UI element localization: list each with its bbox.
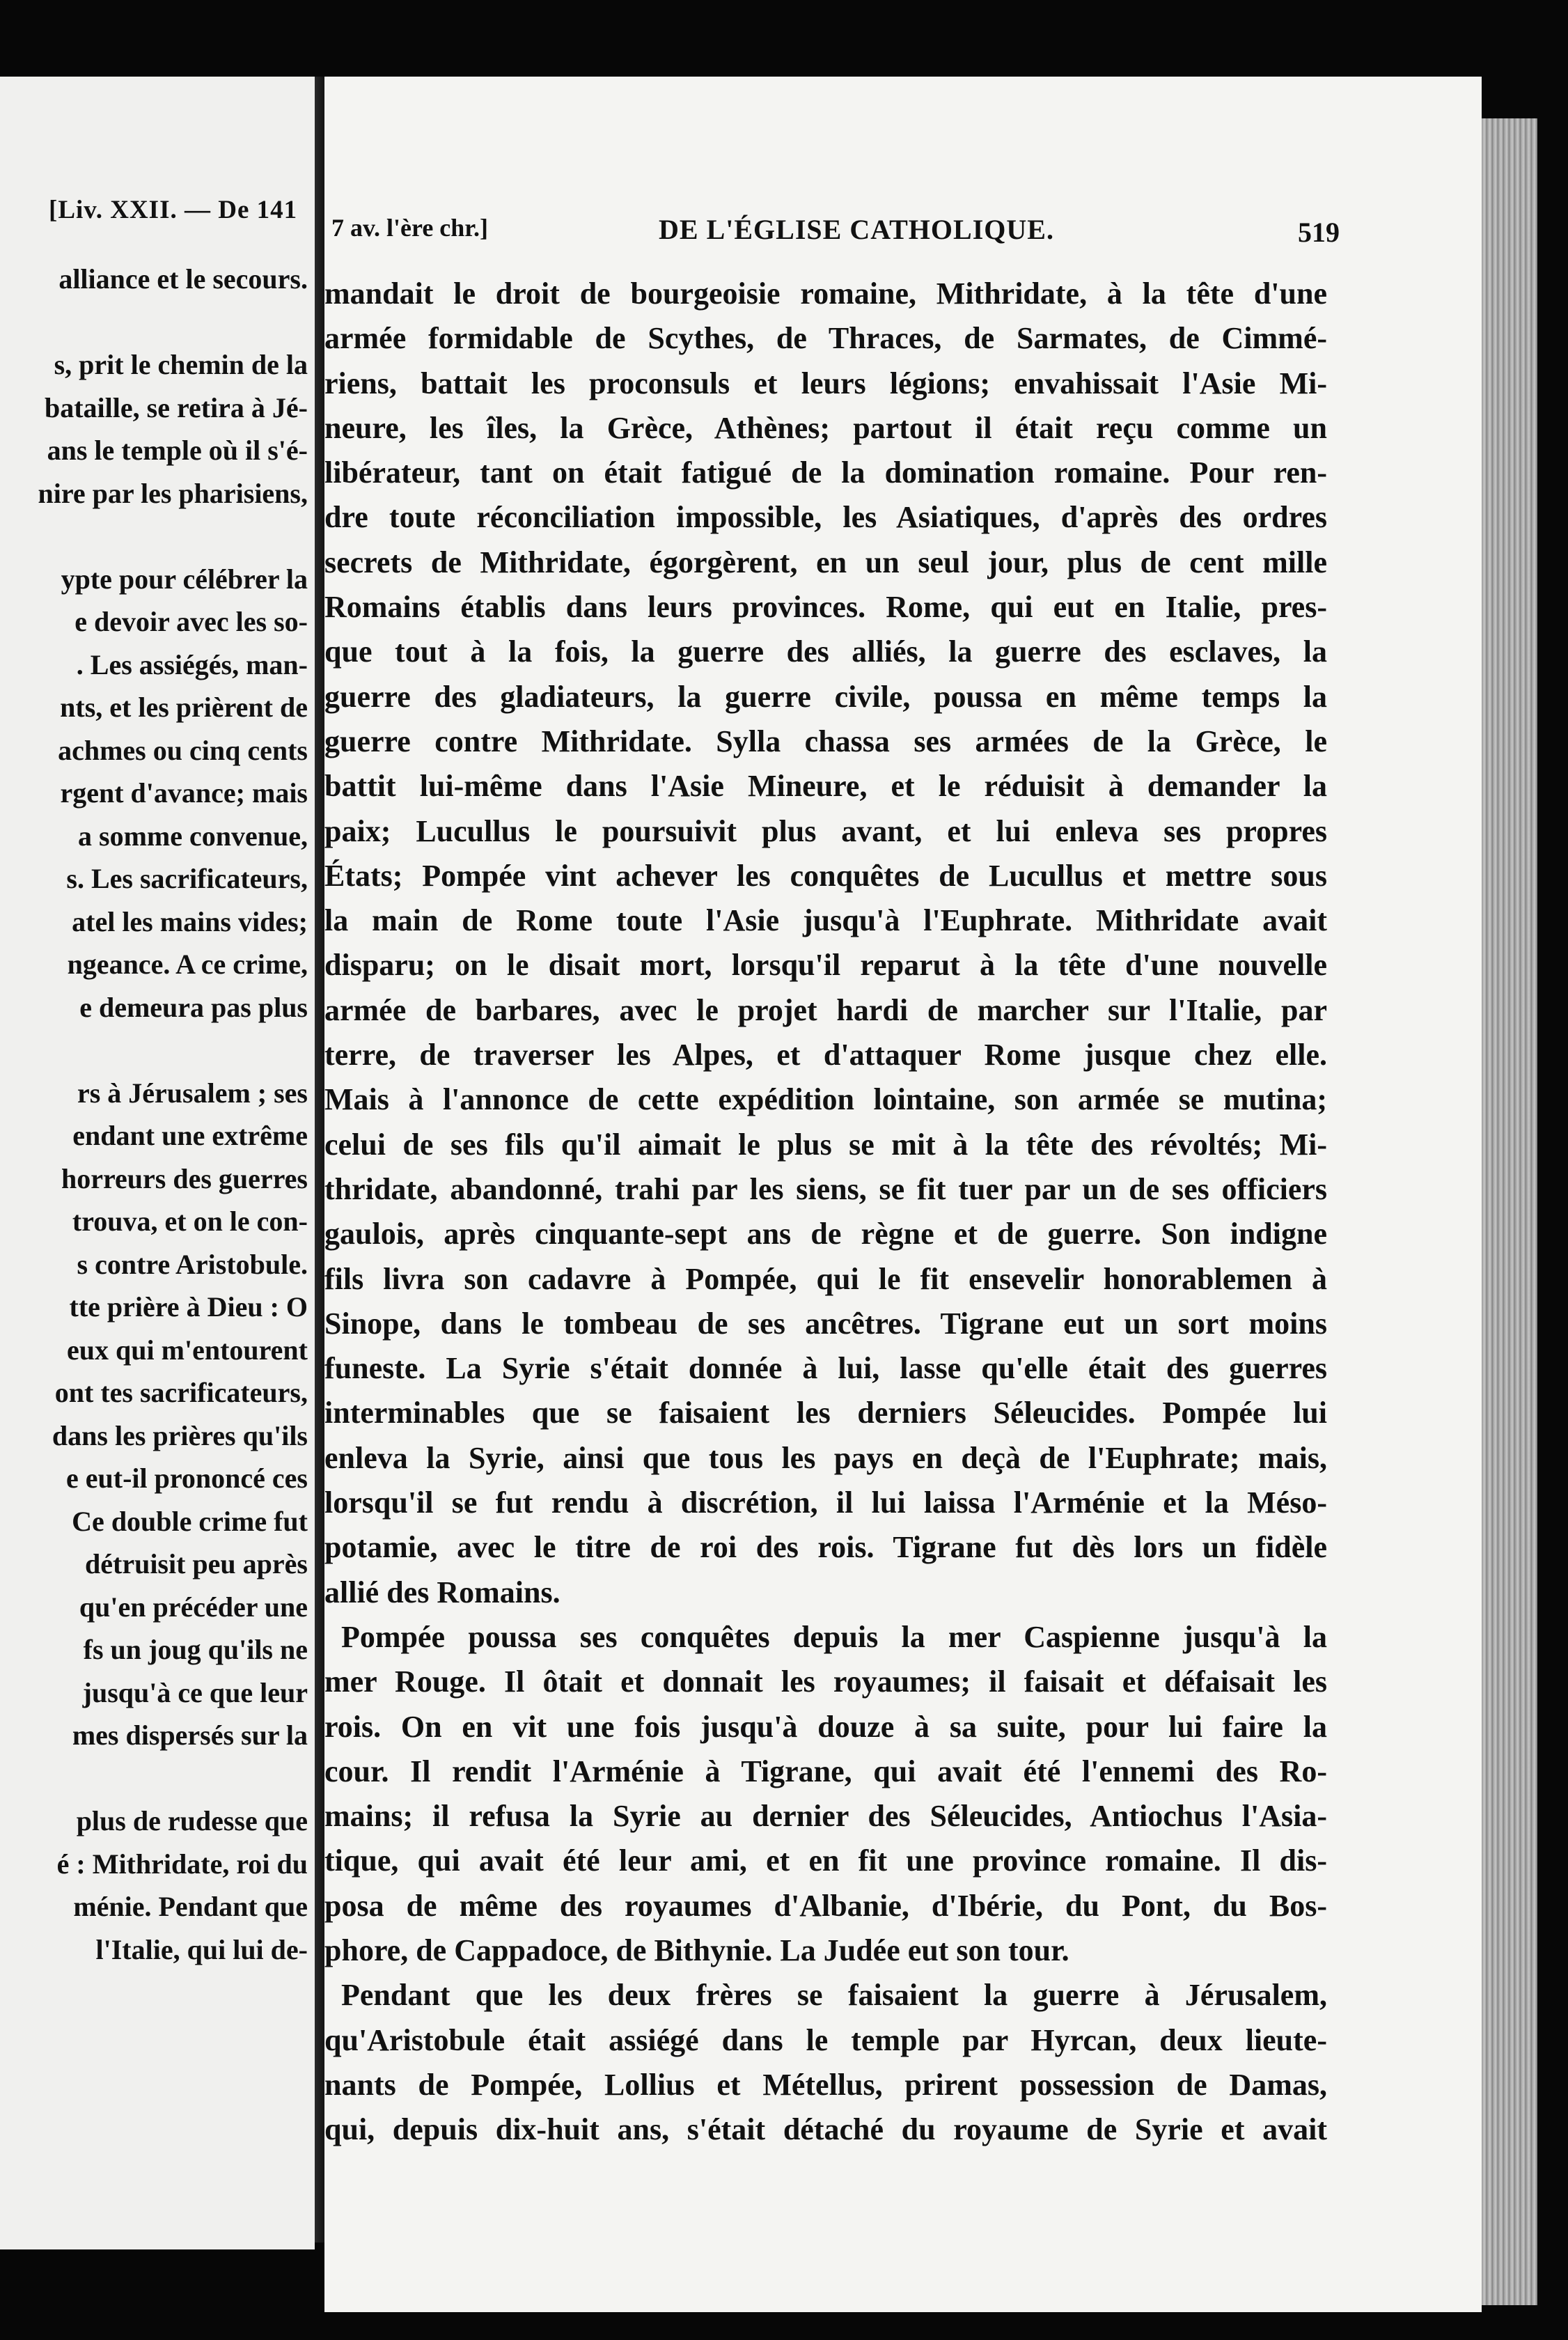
left-page-line: ont tes sacrificateurs, [54,1377,308,1408]
left-page-line [0,515,315,558]
text-line: la main de Rome toute l'Asie jusqu'à l'Euphrate. Mithridate avait [324,903,1327,938]
paragraph [324,1973,1327,2152]
text-line: Pendant que les deux frères se faisaient la guerre à Jérusalem, [341,1978,1327,2013]
text-line: paix; Lucullus le poursuivit plus avant, et lui enleva ses propres [324,813,1327,848]
left-page [0,77,315,2249]
text-line: neure, les îles, la Grèce, Athènes; partout il était reçu comme un [324,410,1327,445]
paragraph [324,272,1327,1615]
text-line: nants de Pompée, Lollius et Métellus, prirent possession de Damas, [324,2067,1327,2102]
left-page-line: mes dispersés sur la [72,1719,308,1751]
text-line: qui, depuis dix-huit ans, s'était détaché du royaume de Syrie et avait [324,2112,1327,2147]
text-line: Romains établis dans leurs provinces. Rome, qui eut en Italie, pres- [324,590,1327,625]
left-page-line: s, prit le chemin de la [54,349,308,380]
left-page-line: ménie. Pendant que [73,1891,308,1922]
left-page-line: rs à Jérusalem ; ses [77,1077,308,1109]
text-line: dre toute réconciliation impossible, les Asiatiques, d'après des ordres [324,500,1327,535]
left-page-line: é : Mithridate, roi du [56,1848,308,1880]
left-page-line: dans les prières qu'ils [52,1419,308,1451]
page-number: 519 [1298,217,1340,248]
text-line: mer Rouge. Il ôtait et donnait les royaumes; il faisait et défaisait les [324,1664,1327,1699]
paragraph [324,1615,1327,1973]
text-line: thridate, abandonné, trahi par les siens, se fit tuer par un de ses officiers [324,1171,1327,1206]
text-line: guerre des gladiateurs, la guerre civile, poussa en même temps la [324,679,1327,714]
left-page-line: qu'en précéder une [79,1591,308,1623]
left-page-line [0,1029,315,1072]
left-page-line: . Les assiégés, man- [76,648,308,680]
header-date-range: 7 av. l'ère chr.] [331,214,488,242]
text-line: riens, battait les proconsuls et leurs légions; envahissait l'Asie Mi- [324,366,1327,400]
text-line: que tout à la fois, la guerre des alliés, la guerre des esclaves, la [324,634,1327,669]
left-page-header: [Liv. XXII. — De 141 [49,196,298,224]
left-page-line: s contre Aristobule. [77,1248,308,1280]
text-line: allié des Romains. [324,1575,560,1609]
left-page-line: endant une extrême [72,1120,308,1151]
text-line: Mais à l'annonce de cette expédition lointaine, son armée se mutina; [324,1082,1327,1117]
left-page-line: détruisit peu après [85,1548,308,1580]
text-line: posa de même des royaumes d'Albanie, d'Ibérie, du Pont, du Bos- [324,1888,1327,1923]
left-page-line: e eut-il prononcé ces [66,1462,308,1494]
text-line: celui de ses fils qu'il aimait le plus se mit à la tête des révoltés; Mi- [324,1127,1327,1162]
text-line: secrets de Mithridate, égorgèrent, en un seul jour, plus de cent mille [324,545,1327,579]
text-line: enleva la Syrie, ainsi que tous les pays en deçà de l'Euphrate; mais, [324,1440,1327,1475]
left-page-line: alliance et le secours. [58,263,308,295]
text-line: tique, qui avait été leur ami, et en fit une province romaine. Il dis- [324,1843,1327,1878]
left-page-line: Ce double crime fut [72,1505,308,1537]
left-page-line: e demeura pas plus [79,991,308,1023]
text-line: États; Pompée vint achever les conquêtes de Lucullus et mettre sous [324,858,1327,893]
left-page-line: ngeance. A ce crime, [67,949,308,980]
text-line: potamie, avec le titre de roi des rois. Tigrane fut dès lors un fidèle [324,1530,1327,1565]
left-page-line: l'Italie, qui lui de- [95,1933,308,1965]
text-line: disparu; on le disait mort, lorsqu'il reparut à la tête d'une nouvelle [324,948,1327,983]
left-page-line: tte prière à Dieu : O [69,1291,308,1323]
text-line: funeste. La Syrie s'était donnée à lui, lasse qu'elle était des guerres [324,1351,1327,1386]
header-title: DE L'ÉGLISE CATHOLIQUE. [659,214,1054,245]
running-header [324,213,1482,255]
left-page-line: bataille, se retira à Jé- [44,391,308,423]
text-line: qu'Aristobule était assiégé dans le temple par Hyrcan, deux lieute- [324,2022,1327,2057]
text-line: interminables que se faisaient les derniers Séleucides. Pompée lui [324,1396,1327,1430]
left-page-line [0,1757,315,1800]
left-page-line: rgent d'avance; mais [60,777,308,809]
left-page-line: nire par les pharisiens, [38,477,308,509]
left-page-text [0,258,315,1971]
right-page [324,77,1482,2312]
left-page-line: achmes ou cinq cents [58,734,308,766]
left-page-line [0,301,315,344]
left-page-line: fs un joug qu'ils ne [83,1634,308,1665]
left-page-line: s. Les sacrificateurs, [66,863,308,894]
text-line: mains; il refusa la Syrie au dernier des Séleucides, Antiochus l'Asia- [324,1799,1327,1834]
left-page-line: plus de rudesse que [76,1805,308,1836]
text-line: lorsqu'il se fut rendu à discrétion, il lui laissa l'Arménie et la Méso- [324,1485,1327,1520]
left-page-line: trouva, et on le con- [72,1206,308,1237]
left-page-line: atel les mains vides; [72,905,308,937]
text-line: gaulois, après cinquante-sept ans de règne et de guerre. Son indigne [324,1217,1327,1251]
text-line: rois. On en vit une fois jusqu'à douze à sa suite, pour lui faire la [324,1709,1327,1744]
text-line: armée formidable de Scythes, de Thraces, de Sarmates, de Cimmé- [324,321,1327,356]
text-line: mandait le droit de bourgeoisie romaine, Mithridate, à la tête d'une [324,276,1327,311]
page-body [324,272,1327,2152]
text-line: cour. Il rendit l'Arménie à Tigrane, qui avait été l'ennemi des Ro- [324,1754,1327,1788]
left-page-line: ans le temple où il s'é- [47,435,308,466]
left-page-line: nts, et les prièrent de [60,692,308,723]
text-line: terre, de traverser les Alpes, et d'attaquer Rome jusque chez elle. [324,1038,1327,1072]
text-line: phore, de Cappadoce, de Bithynie. La Judée eut son tour. [324,1933,1069,1967]
left-page-line: jusqu'à ce que leur [82,1676,308,1708]
left-page-line: a somme convenue, [78,820,308,852]
left-page-line: e devoir avec les so- [75,606,308,637]
left-page-line: ypte pour célébrer la [61,563,308,595]
text-line: Sinope, dans le tombeau de ses ancêtres. Tigrane eut un sort moins [324,1306,1327,1341]
left-page-line: eux qui m'entourent [67,1334,308,1366]
text-line: guerre contre Mithridate. Sylla chassa ses armées de la Grèce, le [324,724,1327,758]
text-line: fils livra son cadavre à Pompée, qui le fit ensevelir honorablemen à [324,1261,1327,1296]
text-line: armée de barbares, avec le projet hardi de marcher sur l'Italie, par [324,992,1327,1027]
text-line: libérateur, tant on était fatigué de la domination romaine. Pour ren- [324,455,1327,490]
left-page-line: horreurs des guerres [61,1162,308,1194]
text-line: battit lui-même dans l'Asie Mineure, et le réduisit à demander la [324,769,1327,804]
text-line: Pompée poussa ses conquêtes depuis la mer Caspienne jusqu'à la [341,1619,1327,1654]
page-edge [1482,118,1537,2305]
